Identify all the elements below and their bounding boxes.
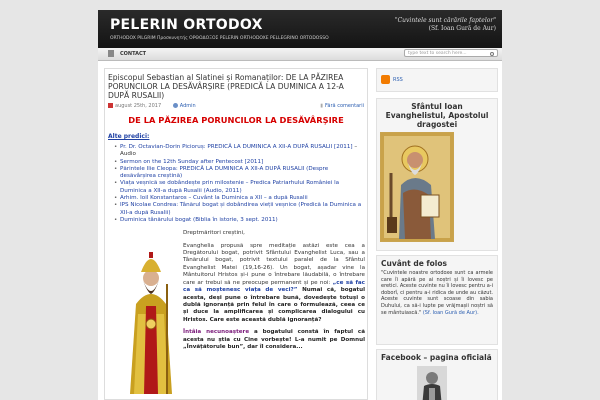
site-title[interactable]: PELERIN ORTODOX xyxy=(110,17,263,33)
post-author[interactable]: Admin xyxy=(179,103,196,109)
author-icon xyxy=(173,103,178,108)
widget-title: Cuvânt de folos xyxy=(381,259,447,268)
header-quote-author: (Sf. Ioan Gură de Aur) xyxy=(428,25,496,32)
widget-saint-john xyxy=(376,98,498,251)
greeting: Dreptmăritori creștini, xyxy=(183,230,245,237)
nav-item-contact[interactable]: CONTACT xyxy=(120,51,147,57)
post-date: august 25th, 2017 xyxy=(115,103,162,109)
site-description: ORTHODOX PILGRIM Προσκυνητής ΟΡΘΟΔΟΞΟΣ PELERIN ORTHODOXE PELLEGRINO ORTODOSSO xyxy=(110,36,329,41)
related-link[interactable]: • IPS Nicolae Condrea: Tânărul bogat și dobândirea vieții veșnice (Predică la Duminica a XII-a după Rusalii) xyxy=(114,202,364,217)
nav-bar xyxy=(98,48,502,61)
related-link[interactable]: • Sermon on the 12th Sunday after Pentecost [2011] xyxy=(114,159,364,166)
search-placeholder: type text to search here... xyxy=(408,51,467,56)
post-title[interactable]: Episcopul Sebastian al Slatinei și Romanaților: DE LA PĂZIREA PORUNCILOR LA DESĂVÂRȘIRE (PREDICĂ LA DUMINICA A 12-A DUPĂ RUSALII) xyxy=(108,73,344,100)
related-link[interactable]: • Pr. Dr. Octavian-Dorin Picioruș: PREDICĂ LA DUMINICA A XII-A DUPĂ RUSALII [2011] – Audio xyxy=(114,144,364,159)
related-links xyxy=(108,144,364,224)
facebook-photo[interactable] xyxy=(417,366,447,400)
related-link[interactable]: • Viața veșnică se dobândește prin milostenie – Predica Patriarhului României la Duminica a XII-a după Rusalii (Audio, 2011) xyxy=(114,180,364,195)
widget-title: Sfântul Ioan Evanghelistul, Apostolul dragostei xyxy=(385,102,489,129)
header-quote xyxy=(395,17,496,32)
search-icon[interactable] xyxy=(490,52,494,56)
post-heading: DE LA PĂZIREA PORUNCILOR LA DESĂVÂRȘIRE xyxy=(128,115,344,125)
page xyxy=(98,10,502,400)
sidebar xyxy=(376,68,498,400)
header-quote-text: "Cuvintele sunt cărările faptelor" xyxy=(394,17,496,24)
widget-facebook xyxy=(376,349,498,400)
home-icon[interactable] xyxy=(108,50,114,57)
widget-quote: "Cuvintele noastre ortodoxe sunt ca armele care îi apără pe ai noștri și îi lovesc pe eretici. Aceste cuvinte nu îi lovesc pentru a-i doborî, ci pentru a-i ridica de unde au căzut. Aceste cuvinte sunt scoase din sabia Duhului, ca să-i lupte pe vrăjmașii noștri să se mântuiască." (Sf. Ioan Gură de Aur). xyxy=(381,270,493,316)
bishop-photo xyxy=(122,244,180,394)
post-text xyxy=(183,230,365,356)
calendar-icon xyxy=(108,103,113,108)
post-body xyxy=(108,230,364,400)
widget-word xyxy=(376,255,498,345)
site-header xyxy=(98,10,502,48)
paragraph: Întâia necunoaștere a bogatului constă în faptul că acesta nu știa cu Cine vorbește! L-a numit pe Domnul „Învățătorule bun”, dar îl considera... xyxy=(183,329,365,350)
widget-title[interactable]: Facebook – pagina oficială xyxy=(381,353,492,362)
related-link[interactable]: • Duminica tânărului bogat (Biblia în istorie, 3 sept. 2011) xyxy=(114,217,364,224)
post-column xyxy=(104,68,368,400)
other-sermons-label: Alte predici: xyxy=(108,133,150,140)
search-input[interactable] xyxy=(404,49,498,57)
rss-icon[interactable] xyxy=(381,75,390,84)
post-meta xyxy=(108,103,364,111)
rss-label[interactable]: RSS xyxy=(393,77,403,83)
comments-link[interactable]: ▮ Fără comentarii xyxy=(320,103,364,109)
related-link[interactable]: • Părintele Ilie Cleopa: PREDICĂ LA DUMINICA A XII-A DUPĂ RUSALII (Despre desăvârșirea creștină) xyxy=(114,166,364,181)
rss-widget[interactable] xyxy=(376,68,498,92)
paragraph: Evanghelia propusă spre meditație astăzi este cea a Dregătorului bogat, potrivit Sfântului Evanghelist Luca, sau a Tânărului bogat, potrivit textului paralel de la Sfântul Evanghelist Matei (19,16-26). Un bogat, așadar vine la Mântuitorul Hristos și-i pune o întrebare lăudabilă, o întrebare care ar trebui să ne preocupe permanent și pe noi: „ce să fac ca să moștenesc viața de veci?” Numai că, bogatul acesta, deși pune o întrebare bună, dovedește totuși o dublă ignoranță prin felul în care o formulează, ceea ce și duce la amplificarea și complicarea dialogului cu Hristos. Care este această dublă ignoranță? xyxy=(183,242,365,323)
saint-john-icon-image[interactable] xyxy=(380,132,454,242)
related-link[interactable]: • Arhim. Ioil Konstantaros – Cuvânt la Duminica a XII – a după Rusalii xyxy=(114,195,364,202)
